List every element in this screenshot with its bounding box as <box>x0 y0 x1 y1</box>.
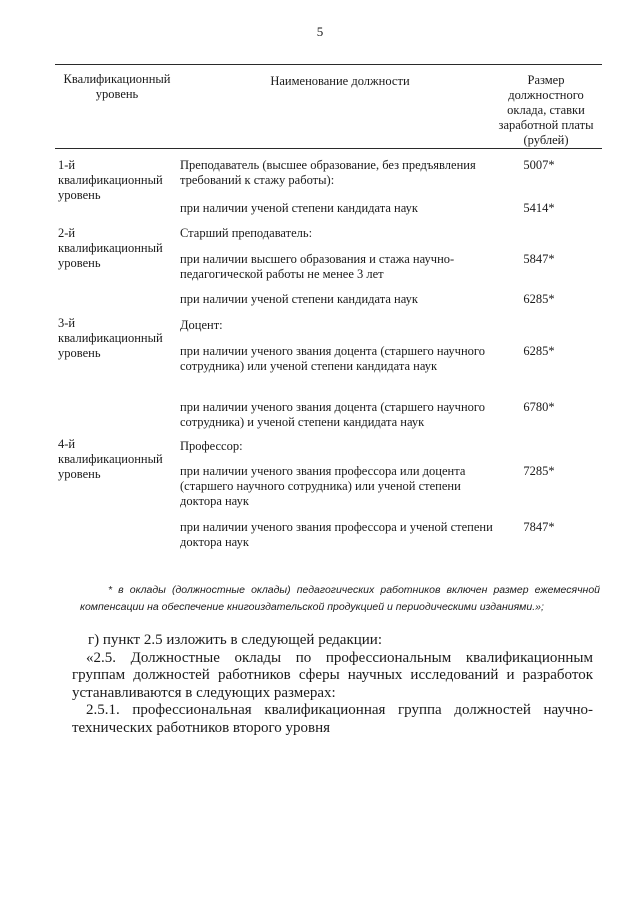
position-cell: при наличии ученого звания доцента (старшего научного сотрудника) или ученой степени кандидата наук <box>180 344 485 373</box>
position-cell: при наличии ученого звания профессора и ученой степени доктора наук <box>180 520 493 549</box>
position-cell: при наличии высшего образования и стажа научно-педагогической работы не менее 3 лет <box>180 252 455 281</box>
table-header-rule <box>55 148 602 149</box>
header-position: Наименование должности <box>270 74 410 88</box>
paragraph-clause-2-5: «2.5. Должностные оклады по профессиональным квалификационным группам должностей работников сферы научных исследований и разработок устанавливаются в следующих размерах: <box>72 649 593 701</box>
position-cell: Преподаватель (высшее образование, без предъявления требований к стажу работы): <box>180 158 476 187</box>
position-cell: при наличии ученого звания профессора или доцента (старшего научного сотрудника) или ученой степени доктора наук <box>180 464 466 508</box>
page-number: 5 <box>316 24 324 39</box>
body-text <box>72 632 593 737</box>
level-cell: 3-й квалификационный уровень <box>58 316 163 360</box>
salary-cell: 6780* <box>523 400 555 414</box>
footnote: * в оклады (должностные оклады) педагогических работников включен размер ежемесячной компенсации на обеспечение книгоиздательской продукцией и периодическими изданиями.»; <box>80 584 600 613</box>
level-cell: 4-й квалификационный уровень <box>58 437 163 481</box>
paragraph-clause-2-5-1: 2.5.1. профессиональная квалификационная группа должностей научно-технических работников второго уровня <box>72 702 593 736</box>
level-cell: 1-й квалификационный уровень <box>58 158 163 202</box>
paragraph-amendment: г) пункт 2.5 изложить в следующей редакции: <box>88 632 382 648</box>
header-salary: Размер должностного оклада, ставки заработной платы (рублей) <box>498 73 594 147</box>
position-cell: при наличии ученой степени кандидата наук <box>180 201 418 215</box>
salary-cell: 5007* <box>523 158 555 172</box>
position-cell: Старший преподаватель: <box>180 226 313 240</box>
position-cell: при наличии ученой степени кандидата наук <box>180 292 418 306</box>
salary-cell: 5414* <box>523 201 555 215</box>
header-level: Квалификационный уровень <box>63 72 171 101</box>
salary-cell: 7285* <box>523 464 555 478</box>
salary-cell: 6285* <box>523 292 555 306</box>
salary-cell: 5847* <box>523 252 555 266</box>
level-cell: 2-й квалификационный уровень <box>58 226 163 270</box>
table-top-rule <box>55 64 602 65</box>
salary-cell: 7847* <box>523 520 555 534</box>
position-cell: Профессор: <box>180 439 243 453</box>
salary-cell: 6285* <box>523 344 555 358</box>
position-cell: Доцент: <box>180 318 223 332</box>
position-cell: при наличии ученого звания доцента (старшего научного сотрудника) и ученой степени кандидата наук <box>180 400 485 429</box>
